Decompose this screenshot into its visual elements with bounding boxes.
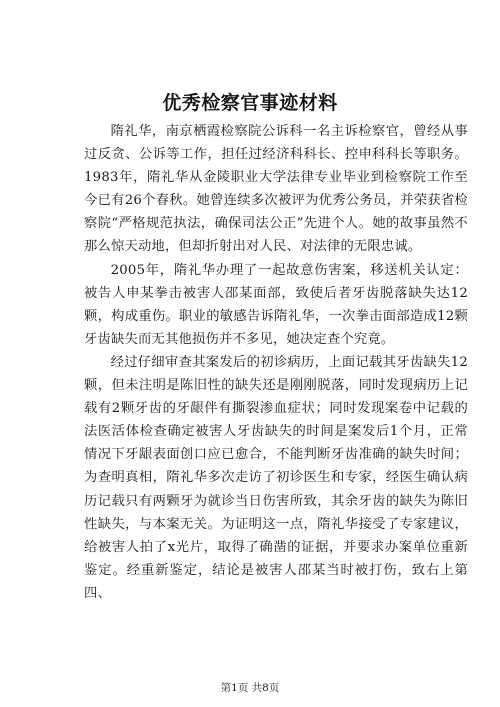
page-number-footer: 第1页 共8页: [220, 682, 280, 694]
paragraph-3: 经过仔细审查其案发后的初诊病历，上面记载其牙齿缺失12颗，但未注明是陈旧性的缺失还是刚刚脱落，同时发现病历上记载有2颗牙齿的牙龈伴有撕裂渗血症状；同时发现案卷中记载的法医活体检查确定被害人牙齿缺失的时间是案发后1个月，正常情况下牙龈表面创口应已愈合，不能判断牙齿准确的缺失时间；为查明真相，隋礼华多次走访了初诊医生和专家，经医生确认病历记载只有两颗牙为就诊当日伤害所致，其余牙齿的缺失为陈旧性缺失，与本案无关。为证明这一点，隋礼华接受了专家建议，给被害人拍了x光片，取得了确凿的证据，并要求办案单位重新鉴定。经重新鉴定，结论是被害人邵某当时被打伤，致右上第四、: [84, 354, 468, 601]
document-body: [84, 120, 468, 605]
paragraph-1: 隋礼华，南京栖霞检察院公诉科一名主诉检察官，曾经从事过反贪、公诉等工作，担任过经济科科长、控申科科长等职务。1983年，隋礼华从金陵职业大学法律专业毕业到检察院工作至今已有26个春秋。她曾连续多次被评为优秀公务员，并荣获省检察院“严格规范执法，确保司法公正”先进个人。她的故事虽然不那么惊天动地，但却折射出对人民、对法律的无限忠诚。: [84, 124, 468, 255]
document-title: 优秀检察官事迹材料: [162, 92, 338, 114]
paragraph-2: 2005年，隋礼华办理了一起故意伤害案，移送机关认定：被告人申某拳击被害人邵某面部，致使后者牙齿脱落缺失达12颗，构成重伤。职业的敏感告诉隋礼华，一次拳击面部造成12颗牙齿缺失而无其他损伤并不多见，她决定查个究竟。: [84, 262, 468, 347]
